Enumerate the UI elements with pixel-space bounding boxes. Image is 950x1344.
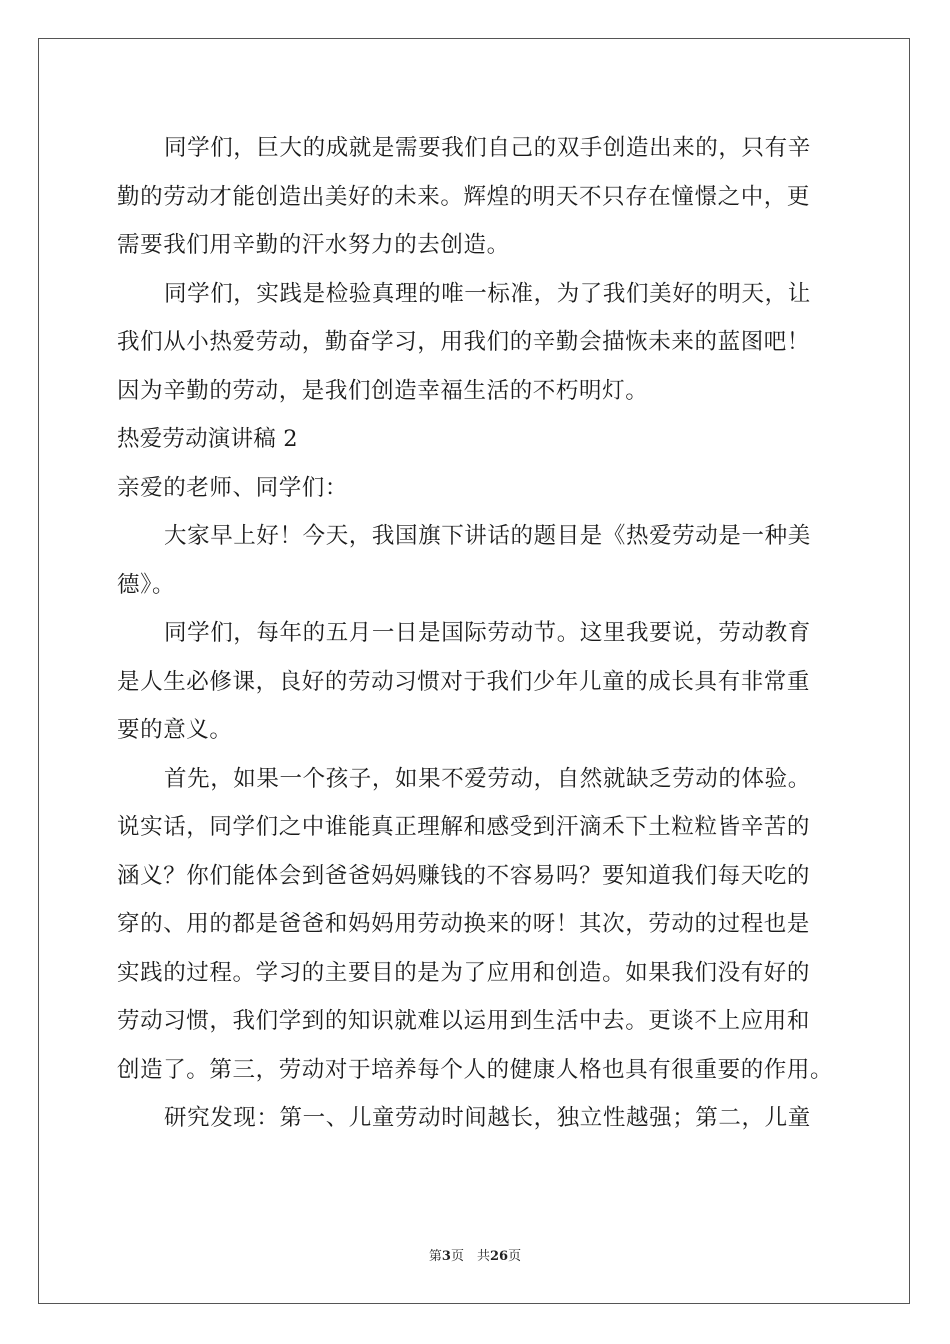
text-line: 说实话，同学们之中谁能真正理解和感受到汗滴禾下土粒粒皆辛苦的 [117, 814, 811, 840]
page-current: 3 [441, 1249, 451, 1264]
text-line: 需要我们用辛勤的汗水努力的去创造。 [117, 232, 510, 258]
text-line: 同学们，每年的五月一日是国际劳动节。这里我要说，劳动教育 [164, 620, 811, 646]
text-line: 要的意义。 [117, 717, 233, 743]
text-line: 同学们，巨大的成就是需要我们自己的双手创造出来的，只有辛 [164, 135, 811, 161]
page-mid: 页 共 [450, 1249, 490, 1264]
text-line: 勤的劳动才能创造出美好的未来。辉煌的明天不只存在憧憬之中，更 [117, 183, 811, 210]
salutation: 亲爱的老师、同学们： [117, 474, 349, 501]
text-line: 同学们，实践是检验真理的唯一标准，为了我们美好的明天，让 [164, 280, 811, 307]
text-line: 实践的过程。学习的主要目的是为了应用和创造。如果我们没有好的 [117, 959, 811, 986]
text-line: 大家早上好！今天，我国旗下讲话的题目是《热爱劳动是一种美 [164, 523, 811, 549]
text-line: 首先，如果一个孩子，如果不爱劳动，自然就缺乏劳动的体验。 [164, 765, 811, 792]
page-total: 26 [489, 1249, 509, 1264]
text-line: 德》。 [117, 571, 176, 598]
text-line: 创造了。第三，劳动对于培养每个人的健康人格也具有很重要的作用。 [117, 1056, 834, 1083]
text-line: 因为辛勤的劳动，是我们创造幸福生活的不朽明灯。 [117, 377, 649, 404]
section-heading: 热爱劳动演讲稿 2 [117, 426, 298, 452]
page-suffix: 页 [508, 1249, 522, 1264]
text-line: 是人生必修课，良好的劳动习惯对于我们少年儿童的成长具有非常重 [117, 668, 811, 695]
text-line: 涵义？你们能体会到爸爸妈妈赚钱的不容易吗？要知道我们每天吃的 [117, 862, 811, 889]
text-line: 我们从小热爱劳动，勤奋学习，用我们的辛勤会描恢未来的蓝图吧！ [117, 329, 811, 355]
text-line: 穿的、用的都是爸爸和妈妈用劳动换来的呀！其次，劳动的过程也是 [117, 911, 811, 937]
document-body [117, 124, 833, 1143]
page-footer [0, 1245, 950, 1264]
page-prefix: 第 [428, 1249, 442, 1264]
text-line: 劳动习惯，我们学到的知识就难以运用到生活中去。更谈不上应用和 [117, 1008, 811, 1034]
text-line: 研究发现：第一、儿童劳动时间越长，独立性越强；第二，儿童 [164, 1105, 811, 1131]
